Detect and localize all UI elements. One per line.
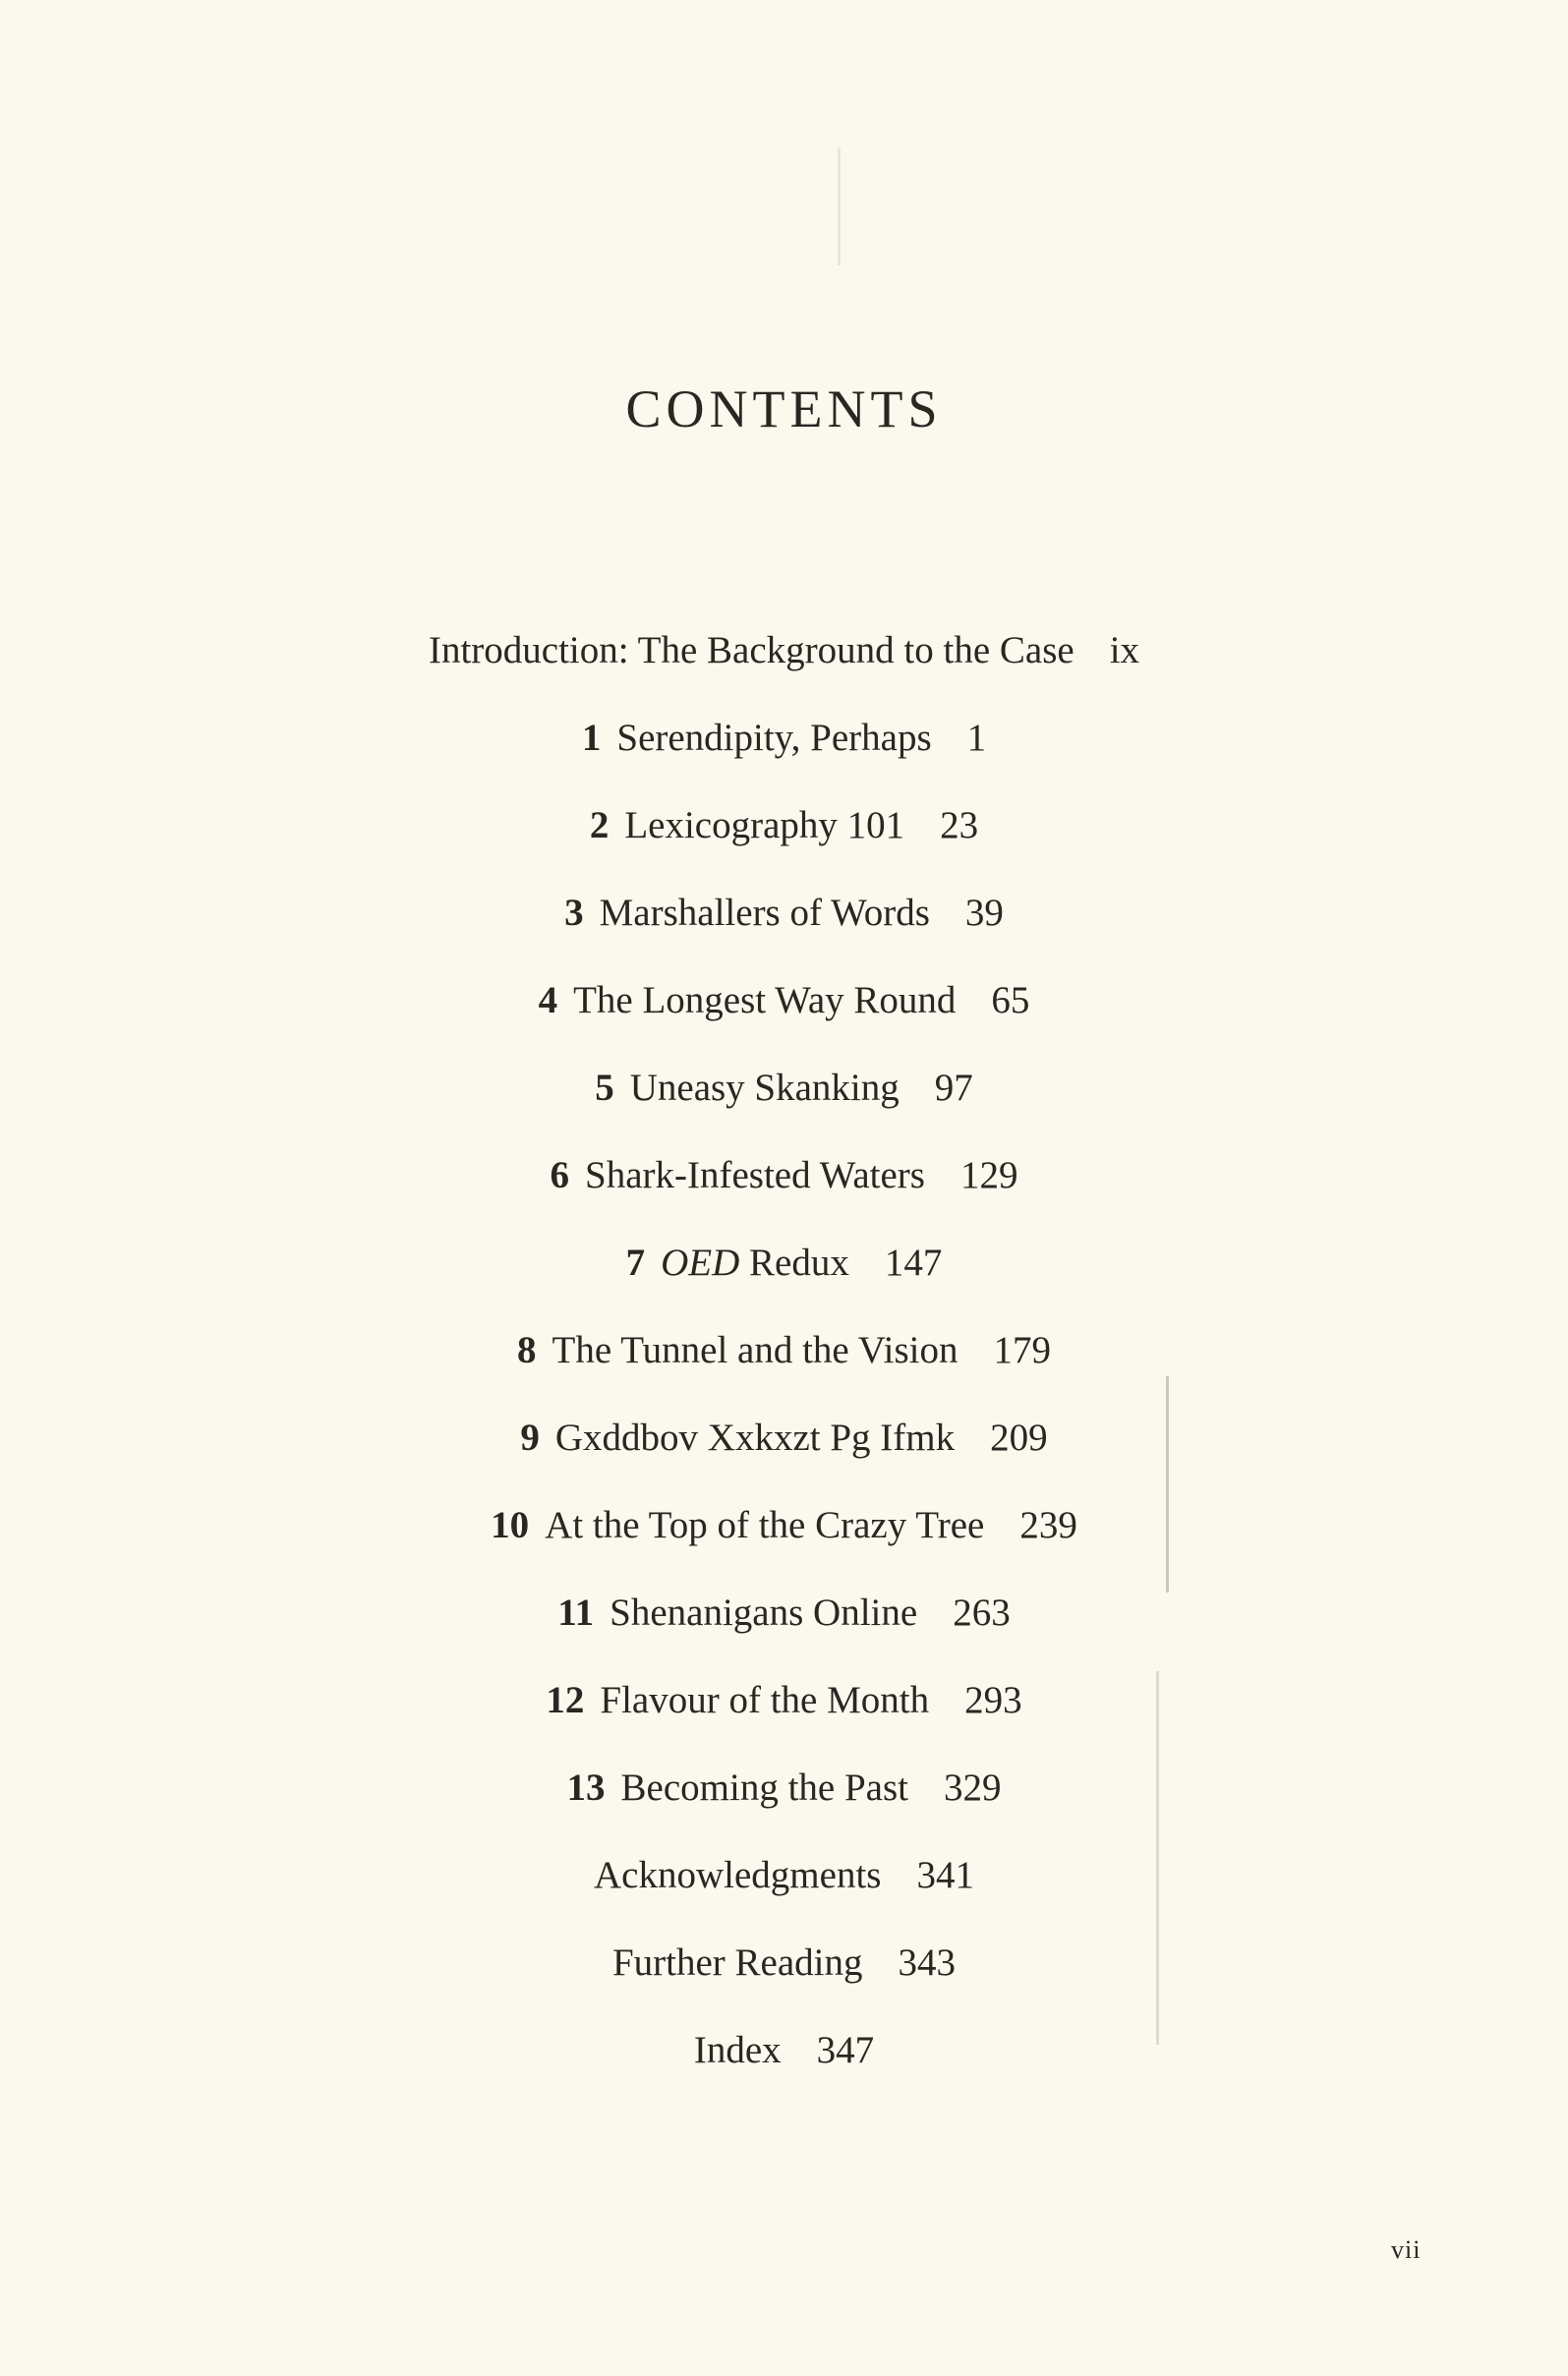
toc-entry-title: The Tunnel and the Vision <box>552 1329 958 1371</box>
toc-entry-number: 10 <box>491 1504 530 1546</box>
toc-entry-number: 7 <box>625 1242 646 1284</box>
toc-entry-chapter-7[interactable] <box>0 1234 1568 1293</box>
toc-entry-title: Flavour of the Month <box>600 1679 930 1721</box>
toc-entry-introduction[interactable] <box>0 621 1568 680</box>
toc-entry-title: At the Top of the Crazy Tree <box>545 1504 985 1546</box>
page-crease-mark <box>1166 1376 1169 1593</box>
toc-entry-page: 263 <box>953 1592 1011 1634</box>
page-crease-mark <box>838 147 841 265</box>
toc-entry-acknowledgments[interactable] <box>0 1846 1568 1905</box>
toc-entry-chapter-3[interactable] <box>0 884 1568 943</box>
toc-entry-page: 341 <box>916 1854 974 1896</box>
toc-entry-chapter-5[interactable] <box>0 1059 1568 1118</box>
toc-entry-page: 23 <box>940 804 979 846</box>
toc-entry-title: Further Reading <box>611 1941 863 1984</box>
toc-entry-page: 343 <box>898 1941 957 1984</box>
toc-entry-page: 293 <box>964 1679 1022 1721</box>
toc-entry-chapter-10[interactable] <box>0 1496 1568 1555</box>
toc-entry-number: 4 <box>538 979 558 1021</box>
toc-entry-number: 5 <box>595 1067 614 1109</box>
toc-entry-number: 8 <box>517 1329 537 1371</box>
toc-entry-title: Serendipity, Perhaps <box>616 717 932 759</box>
toc-entry-number: 1 <box>581 717 602 759</box>
toc-entry-page: 97 <box>934 1067 973 1109</box>
toc-entry-index[interactable] <box>0 2021 1568 2080</box>
toc-entry-page: ix <box>1109 629 1140 671</box>
toc-entry-chapter-11[interactable] <box>0 1584 1568 1643</box>
toc-entry-number: 6 <box>550 1154 570 1196</box>
toc-entry-title: Acknowledgments <box>594 1854 882 1896</box>
toc-entry-title: Introduction: The Background to the Case <box>428 629 1074 671</box>
page-title: CONTENTS <box>625 379 943 438</box>
toc-entry-title: Redux <box>749 1242 849 1284</box>
toc-entry-number: 3 <box>564 892 584 934</box>
toc-entry-page: 347 <box>816 2029 875 2071</box>
toc-entry-title: Lexicography 101 <box>624 804 905 846</box>
toc-entry-title: Index <box>693 2029 782 2071</box>
toc-entry-further-reading[interactable] <box>0 1934 1568 1993</box>
toc-entry-chapter-6[interactable] <box>0 1146 1568 1205</box>
toc-entry-page: 179 <box>993 1329 1051 1371</box>
toc-entry-title: The Longest Way Round <box>573 979 957 1021</box>
toc-entry-title: Gxddbov Xxkxzt Pg Ifmk <box>554 1417 956 1459</box>
toc-entry-chapter-2[interactable] <box>0 796 1568 855</box>
page-crease-mark <box>1156 1671 1159 2045</box>
toc-entry-number: 9 <box>520 1417 540 1459</box>
toc-entry-title: Shenanigans Online <box>610 1592 918 1634</box>
toc-entry-number: 12 <box>546 1679 585 1721</box>
toc-entry-chapter-12[interactable] <box>0 1671 1568 1730</box>
toc-entry-number: 2 <box>589 804 610 846</box>
toc-entry-chapter-9[interactable] <box>0 1409 1568 1468</box>
page-number: vii <box>1391 2235 1422 2264</box>
toc-entry-number: 11 <box>557 1592 595 1634</box>
toc-entry-page: 129 <box>959 1154 1018 1196</box>
toc-entry-chapter-8[interactable] <box>0 1321 1568 1380</box>
toc-entry-page: 1 <box>966 717 987 759</box>
toc-entry-chapter-1[interactable] <box>0 709 1568 768</box>
toc-entry-page: 147 <box>884 1242 943 1284</box>
toc-entry-title: Marshallers of Words <box>599 892 930 934</box>
toc-entry-page: 239 <box>1019 1504 1077 1546</box>
toc-entry-title: Shark-Infested Waters <box>585 1154 925 1196</box>
toc-entry-number: 13 <box>566 1767 606 1809</box>
toc-entry-title: Becoming the Past <box>620 1767 908 1809</box>
toc-entry-page: 65 <box>991 979 1030 1021</box>
toc-entry-chapter-4[interactable] <box>0 971 1568 1030</box>
toc-entry-page: 329 <box>943 1767 1002 1809</box>
toc-entry-page: 209 <box>990 1417 1048 1459</box>
toc-entry-title: Uneasy Skanking <box>629 1067 900 1109</box>
toc-entry-chapter-13[interactable] <box>0 1759 1568 1818</box>
toc-entry-title-italic: OED <box>661 1242 740 1284</box>
toc-entry-page: 39 <box>964 892 1004 934</box>
